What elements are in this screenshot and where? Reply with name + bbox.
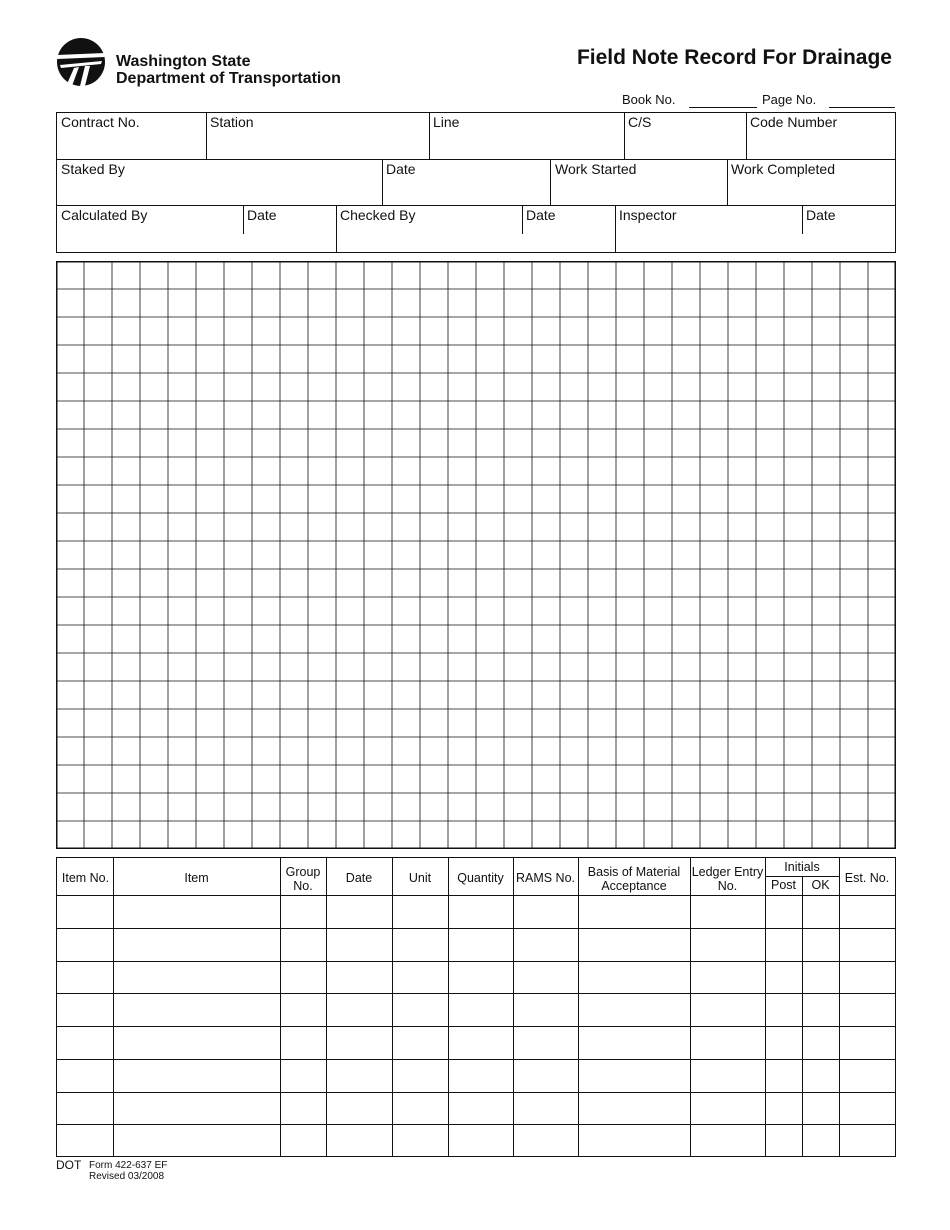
header-item-no: Item No. bbox=[61, 871, 110, 885]
header-est-no: Est. No. bbox=[844, 871, 890, 885]
book-no-label: Book No. bbox=[622, 92, 676, 107]
table-column-divider bbox=[113, 857, 114, 1157]
table-column-divider bbox=[326, 857, 327, 1157]
footer-revised: Revised 03/2008 bbox=[89, 1171, 165, 1182]
checked-by-field[interactable]: Checked By bbox=[340, 207, 416, 223]
table-column-divider bbox=[280, 857, 281, 1157]
table-column-divider bbox=[513, 857, 514, 1157]
header-rams-no: RAMS No. bbox=[515, 871, 576, 885]
header-ok: OK bbox=[811, 878, 830, 892]
code-number-field[interactable]: Code Number bbox=[750, 114, 838, 130]
header-initials: Initials bbox=[784, 860, 820, 874]
header-item: Item bbox=[184, 871, 209, 885]
table-row[interactable] bbox=[56, 961, 896, 962]
checked-date-field[interactable]: Date bbox=[526, 207, 556, 223]
item-table bbox=[56, 857, 896, 1157]
header-group-no-2: No. bbox=[293, 879, 313, 893]
table-row[interactable] bbox=[56, 1059, 896, 1060]
header-basis-1: Basis of Material bbox=[587, 865, 681, 879]
header-fields-box bbox=[56, 112, 896, 253]
table-column-divider bbox=[690, 857, 691, 1157]
table-column-divider bbox=[839, 857, 840, 1157]
book-no-input[interactable] bbox=[689, 107, 757, 108]
table-row[interactable] bbox=[56, 895, 896, 896]
calculated-by-field[interactable]: Calculated By bbox=[61, 207, 148, 223]
table-row[interactable] bbox=[56, 1124, 896, 1125]
header-basis-2: Acceptance bbox=[601, 879, 667, 893]
inspector-field[interactable]: Inspector bbox=[619, 207, 677, 223]
staked-date-field[interactable]: Date bbox=[386, 161, 416, 177]
calculated-date-field[interactable]: Date bbox=[247, 207, 277, 223]
page-no-input[interactable] bbox=[829, 107, 895, 108]
header-unit: Unit bbox=[408, 871, 432, 885]
sketch-grid[interactable] bbox=[56, 261, 896, 849]
header-date: Date bbox=[345, 871, 373, 885]
header-group-no-1: Group bbox=[285, 865, 321, 879]
table-row[interactable] bbox=[56, 1092, 896, 1093]
header-quantity: Quantity bbox=[457, 871, 504, 885]
page-no-label: Page No. bbox=[762, 92, 817, 107]
org-name-line2: Department of Transportation bbox=[116, 70, 341, 87]
header-ledger-1: Ledger Entry bbox=[691, 865, 764, 879]
form-title: Field Note Record For Drainage bbox=[576, 46, 892, 69]
wsdot-logo bbox=[57, 38, 105, 86]
line-field[interactable]: Line bbox=[433, 114, 460, 130]
footer-agency: DOT bbox=[56, 1158, 82, 1172]
initials-subheader-line bbox=[765, 876, 839, 877]
contract-no-field[interactable]: Contract No. bbox=[61, 114, 140, 130]
table-column-divider bbox=[765, 857, 766, 1157]
cs-field[interactable]: C/S bbox=[628, 114, 652, 130]
org-name-line1: Washington State bbox=[116, 53, 251, 70]
table-column-divider bbox=[448, 857, 449, 1157]
station-field[interactable]: Station bbox=[210, 114, 254, 130]
footer-form-number: Form 422-637 EF bbox=[89, 1160, 168, 1171]
staked-by-field[interactable]: Staked By bbox=[61, 161, 125, 177]
table-column-divider bbox=[392, 857, 393, 1157]
table-row[interactable] bbox=[56, 993, 896, 994]
table-column-divider bbox=[578, 857, 579, 1157]
work-completed-field[interactable]: Work Completed bbox=[731, 161, 836, 177]
inspector-date-field[interactable]: Date bbox=[806, 207, 836, 223]
header-post: Post bbox=[770, 878, 796, 892]
initials-divider bbox=[802, 876, 803, 1157]
table-row[interactable] bbox=[56, 928, 896, 929]
work-started-field[interactable]: Work Started bbox=[555, 161, 637, 177]
header-ledger-2: No. bbox=[717, 879, 738, 893]
table-row[interactable] bbox=[56, 1026, 896, 1027]
